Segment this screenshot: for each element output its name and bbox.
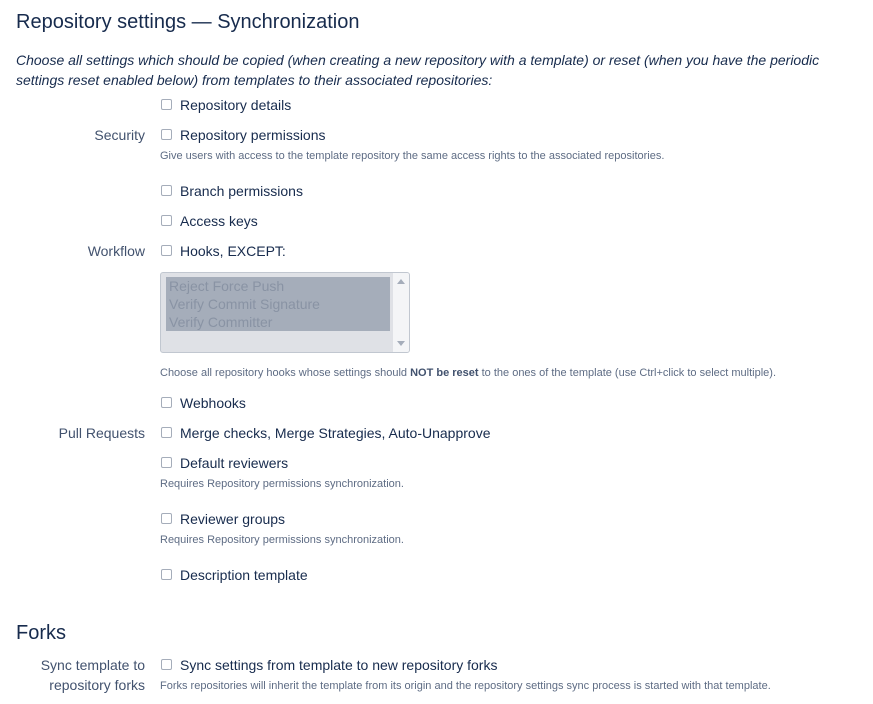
branch-permissions-checkbox[interactable] bbox=[161, 185, 172, 196]
access-keys-label[interactable]: Access keys bbox=[180, 213, 258, 229]
merge-checks-checkbox[interactable] bbox=[161, 427, 172, 438]
forks-section-title: Forks bbox=[16, 622, 66, 644]
row-default-reviewers bbox=[0, 453, 873, 473]
row-description-template bbox=[0, 565, 873, 585]
reviewer-groups-description: Requires Repository permissions synchronization. bbox=[160, 534, 404, 546]
row-repository-permissions bbox=[0, 125, 873, 145]
branch-permissions-label[interactable]: Branch permissions bbox=[180, 183, 303, 199]
merge-checks-label[interactable]: Merge checks, Merge Strategies, Auto-Unapprove bbox=[180, 425, 491, 441]
pull-requests-section-label: Pull Requests bbox=[58, 425, 145, 441]
intro-text: Choose all settings which should be copied (when creating a new repository with a template) or reset (when you have the periodic settings reset enabled below) from templates to their associated repositories: bbox=[16, 52, 820, 88]
webhooks-checkbox[interactable] bbox=[161, 397, 172, 408]
scroll-down-arrow-icon[interactable] bbox=[397, 341, 405, 346]
repository-permissions-description: Give users with access to the template repository the same access rights to the associated repositories. bbox=[160, 150, 665, 162]
sync-forks-description: Forks repositories will inherit the template from its origin and the repository settings sync process is started with that template. bbox=[160, 680, 771, 692]
repository-details-label[interactable]: Repository details bbox=[180, 97, 292, 113]
hooks-multiselect[interactable] bbox=[160, 272, 410, 353]
hooks-description bbox=[160, 366, 776, 380]
webhooks-label[interactable]: Webhooks bbox=[180, 395, 246, 411]
row-hooks-except bbox=[0, 241, 873, 261]
hooks-except-label[interactable]: Hooks, EXCEPT: bbox=[180, 243, 286, 259]
access-keys-checkbox[interactable] bbox=[161, 215, 172, 226]
reviewer-groups-label[interactable]: Reviewer groups bbox=[180, 511, 286, 527]
hook-option-verify-commit-signature[interactable]: Verify Commit Signature bbox=[166, 295, 390, 313]
hooks-scrollbar[interactable] bbox=[393, 273, 409, 352]
hooks-options bbox=[166, 277, 390, 331]
hooks-desc-post: to the ones of the template (use Ctrl+click to select multiple). bbox=[478, 367, 777, 379]
scroll-up-arrow-icon[interactable] bbox=[397, 279, 405, 284]
row-merge-checks bbox=[0, 423, 873, 443]
hook-option-reject-force-push[interactable]: Reject Force Push bbox=[166, 277, 390, 295]
workflow-section-label: Workflow bbox=[87, 243, 145, 259]
default-reviewers-description: Requires Repository permissions synchronization. bbox=[160, 478, 404, 490]
description-template-label[interactable]: Description template bbox=[180, 567, 308, 583]
row-access-keys bbox=[0, 211, 873, 231]
row-reviewer-groups bbox=[0, 509, 873, 529]
hook-option-verify-committer[interactable]: Verify Committer bbox=[166, 313, 390, 331]
row-repository-details bbox=[0, 95, 873, 115]
repository-permissions-label[interactable]: Repository permissions bbox=[180, 127, 326, 143]
sync-forks-section-label: Sync template to repository forks bbox=[40, 657, 145, 693]
security-section-label: Security bbox=[94, 127, 145, 143]
default-reviewers-label[interactable]: Default reviewers bbox=[180, 455, 289, 471]
reviewer-groups-checkbox[interactable] bbox=[161, 513, 172, 524]
hooks-except-checkbox[interactable] bbox=[161, 245, 172, 256]
row-webhooks bbox=[0, 393, 873, 413]
row-branch-permissions bbox=[0, 181, 873, 201]
hooks-desc-bold: NOT be reset bbox=[410, 367, 479, 379]
repository-details-checkbox[interactable] bbox=[161, 99, 172, 110]
repository-permissions-checkbox[interactable] bbox=[161, 129, 172, 140]
hooks-desc-pre: Choose all repository hooks whose settings should bbox=[160, 367, 411, 379]
sync-forks-checkbox[interactable] bbox=[161, 659, 172, 670]
page-title: Repository settings — Synchronization bbox=[16, 11, 360, 33]
default-reviewers-checkbox[interactable] bbox=[161, 457, 172, 468]
description-template-checkbox[interactable] bbox=[161, 569, 172, 580]
sync-forks-label[interactable]: Sync settings from template to new repository forks bbox=[180, 657, 498, 673]
